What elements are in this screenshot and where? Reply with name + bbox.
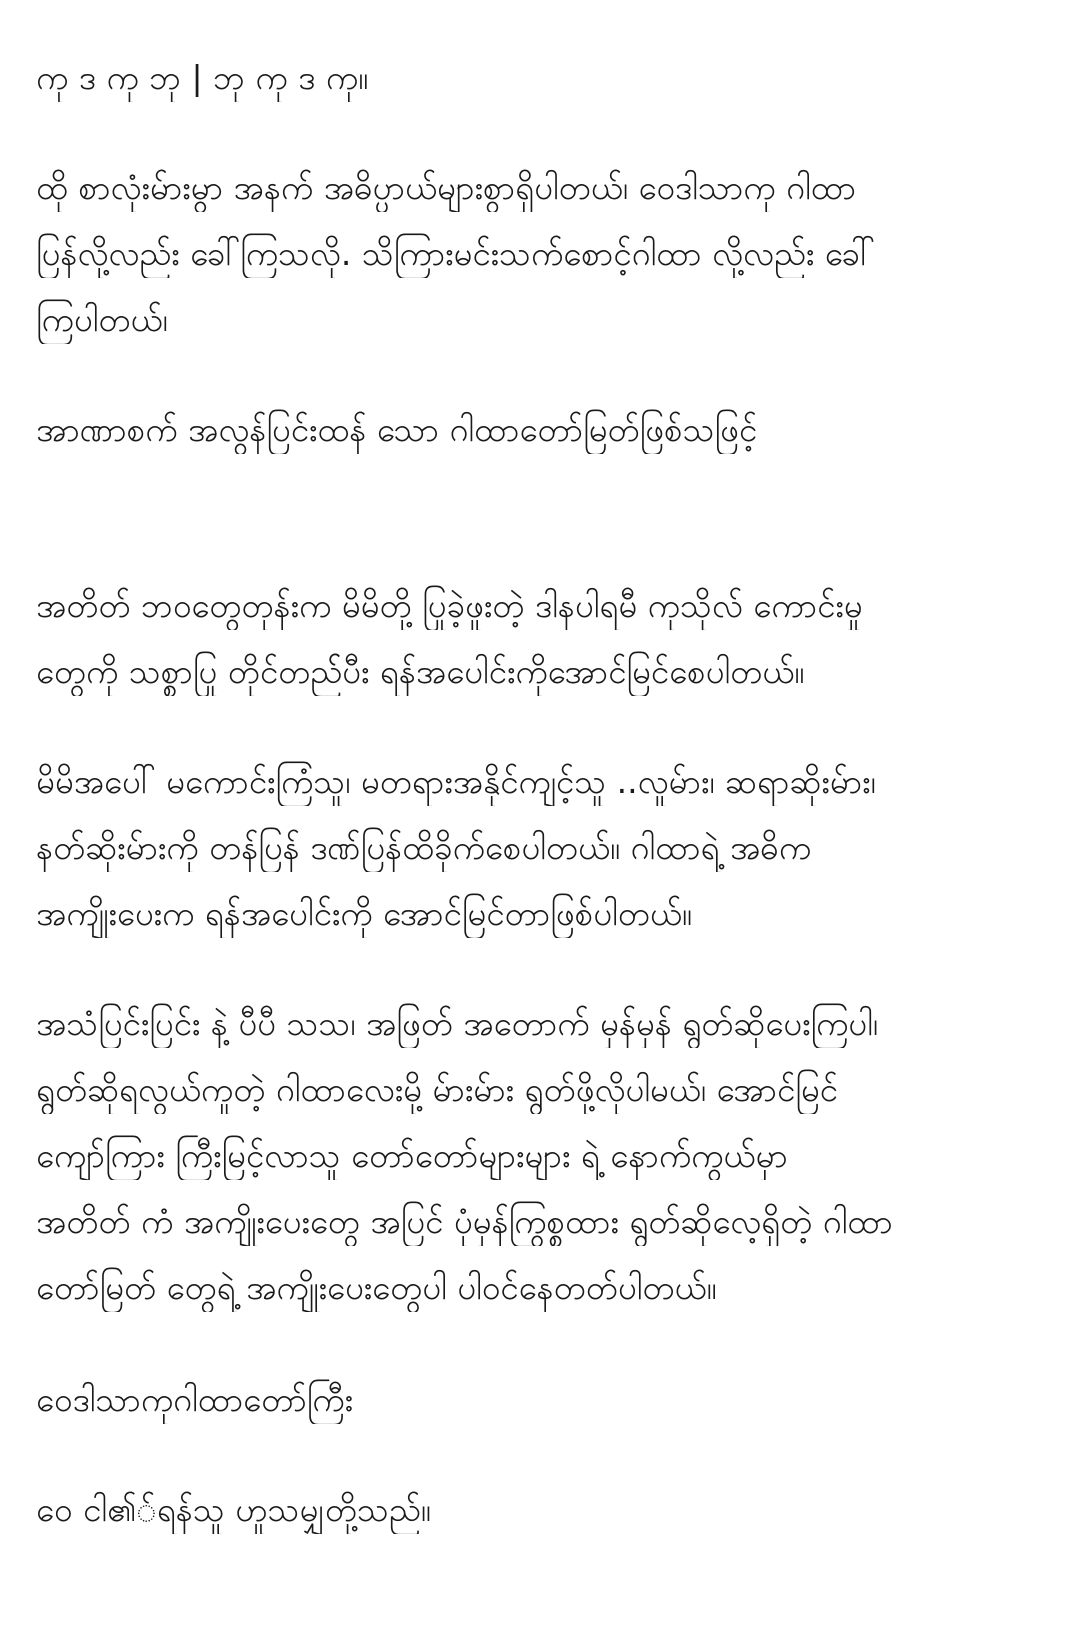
gatha-title: ဝေဒါသာကုဂါထာတော်ကြီး — [36, 1380, 353, 1419]
paragraph-1-line-1: ထို စာလုံးမ်ားမွာ အနက် အဓိပ္ပာယ်များစွာရှိပါတယ်၊ ဝေဒါသာကု ဂါထာ — [36, 168, 857, 207]
document-page — [36, 0, 1044, 1638]
gatha-first-line: ဝေ ငါ၏်ရန်သူ ဟူသမျှတို့သည်။ — [36, 1490, 431, 1529]
paragraph-5-line-2: ရွတ်ဆိုရလွယ်ကူတဲ့ ဂါထာလေးမို့ မ်ားမ်ား ရွတ်ဖို့လိုပါမယ်၊ အောင်မြင် — [36, 1070, 838, 1109]
paragraph-4-line-2: နတ်ဆိုးမ်ားကို တန်ပြန် ဒဏ်ပြန်ထိခိုက်စေပါတယ်။ ဂါထာရဲ့ အဓိက — [36, 828, 812, 867]
paragraph-5-line-4: အတိတ် ကံ အကျိုးပေးတွေ အပြင် ပုံမှန်ကြွစ္စထား ရွတ်ဆိုလေ့ရှိတဲ့ ဂါထာ — [36, 1202, 893, 1241]
paragraph-4-line-1: မိမိအပေါ် မကောင်းကြံသူ၊ မတရားအနိုင်ကျင့်သူ ..လူမ်ား၊ ဆရာဆိုးမ်ား၊ — [36, 762, 876, 801]
paragraph-5-line-1: အသံပြင်းပြင်း နဲ့ ပီပီ သသ၊ အဖြတ် အတောက် မှန်မှန် ရွတ်ဆိုပေးကြပါ၊ — [36, 1004, 879, 1043]
paragraph-2-line-1: အာဏာစက် အလွန်ပြင်းထန် သော ဂါထာတော်မြတ်ဖြစ်သဖြင့် — [36, 410, 758, 449]
paragraph-5-line-5: တော်မြတ် တွေရဲ့ အကျိုးပေးတွေပါ ပါဝင်နေတတ်ပါတယ်။ — [36, 1268, 717, 1307]
mantra-line: ကု ဒ ကု ဘု | ဘု ကု ဒ ကု။ — [36, 58, 369, 97]
paragraph-1-line-3: ကြပါတယ်၊ — [36, 300, 168, 339]
paragraph-5-line-3: ကျော်ကြား ကြီးမြင့်လာသူ တော်တော်များများ ရဲ့ နောက်ကွယ်မှာ — [36, 1136, 788, 1175]
paragraph-3-line-2: တွေကို သစ္စာပြု တိုင်တည််ပီး ရန်အပေါင်းကိုအောင်မြင်စေပါတယ်။ — [36, 652, 805, 691]
paragraph-4-line-3: အကျိုးပေးက ရန်အပေါင်းကို အောင်မြင်တာဖြစ်ပါတယ်။ — [36, 894, 692, 933]
paragraph-3-line-1: အတိတ် ဘဝတွေတုန်းက မိမိတို့ ပြုခဲ့ဖူးတဲ့ ဒါနပါရမီ ကုသိုလ် ကောင်းမှု — [36, 586, 863, 625]
paragraph-1-line-2: ပြန်လို့လည်း ခေါ်ကြသလို. သိကြားမင်းသက်စောင့်ဂါထာ လို့လည်း ခေါ် — [36, 234, 875, 273]
